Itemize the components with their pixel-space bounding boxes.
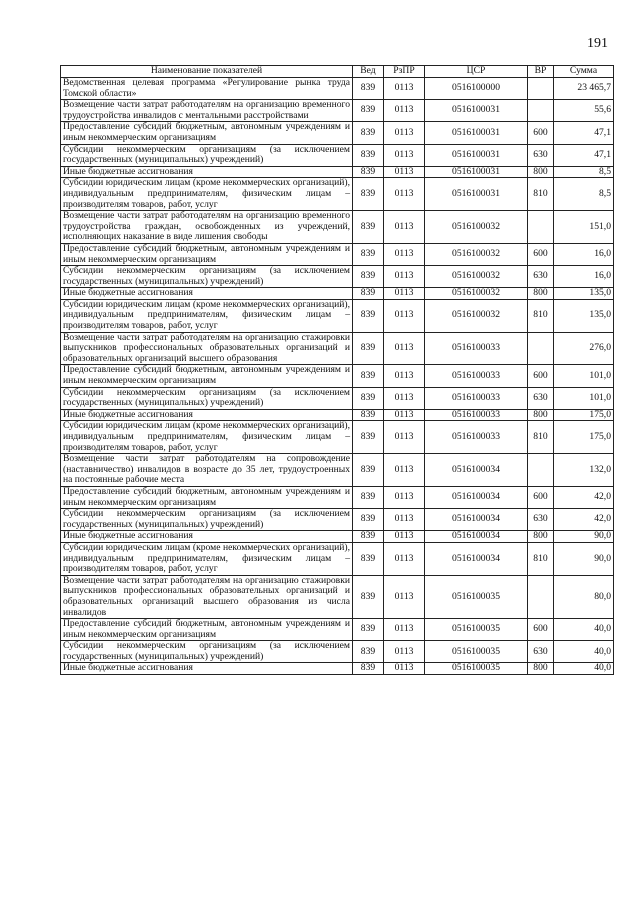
cell-vr: 630: [528, 266, 554, 288]
table-row: [61, 178, 614, 211]
cell-sum: 276,0: [554, 332, 614, 365]
cell-name: Иные бюджетные ассигнования: [61, 166, 353, 178]
table-row: [61, 509, 614, 531]
cell-rzpr: 0113: [384, 178, 425, 211]
cell-vr: [528, 332, 554, 365]
cell-vr: 810: [528, 178, 554, 211]
table-row: [61, 663, 614, 675]
header-csr: ЦСР: [425, 66, 528, 78]
cell-sum: 55,6: [554, 100, 614, 122]
cell-ved: 839: [353, 542, 384, 575]
cell-vr: 800: [528, 166, 554, 178]
cell-sum: 135,0: [554, 299, 614, 332]
cell-sum: 101,0: [554, 387, 614, 409]
table-row: [61, 332, 614, 365]
cell-rzpr: 0113: [384, 332, 425, 365]
cell-ved: 839: [353, 299, 384, 332]
cell-ved: 839: [353, 409, 384, 421]
table-row: [61, 575, 614, 618]
cell-vr: [528, 100, 554, 122]
cell-sum: 40,0: [554, 641, 614, 663]
cell-vr: 600: [528, 486, 554, 508]
cell-csr: 0516100031: [425, 100, 528, 122]
table-row: [61, 78, 614, 100]
cell-csr: 0516100035: [425, 619, 528, 641]
cell-name: Субсидии некоммерческим организациям (за исключением государственных (муниципальных) учреждений): [61, 509, 353, 531]
cell-sum: 16,0: [554, 266, 614, 288]
cell-ved: 839: [353, 531, 384, 543]
cell-name: Субсидии юридическим лицам (кроме некоммерческих организаций), индивидуальным предпринимателям, физическим лицам – производителям товаров, работ, услуг: [61, 421, 353, 454]
cell-vr: 800: [528, 531, 554, 543]
cell-ved: 839: [353, 100, 384, 122]
cell-ved: 839: [353, 486, 384, 508]
cell-vr: 630: [528, 387, 554, 409]
cell-vr: 810: [528, 299, 554, 332]
cell-vr: 630: [528, 641, 554, 663]
cell-vr: 800: [528, 663, 554, 675]
cell-sum: 16,0: [554, 243, 614, 265]
cell-csr: 0516100031: [425, 178, 528, 211]
cell-sum: 23 465,7: [554, 78, 614, 100]
cell-rzpr: 0113: [384, 531, 425, 543]
cell-ved: 839: [353, 575, 384, 618]
cell-sum: 42,0: [554, 486, 614, 508]
cell-csr: 0516100032: [425, 288, 528, 300]
cell-ved: 839: [353, 288, 384, 300]
cell-csr: 0516100035: [425, 575, 528, 618]
table-row: [61, 531, 614, 543]
table-row: [61, 387, 614, 409]
cell-vr: 800: [528, 288, 554, 300]
table-row: [61, 454, 614, 487]
cell-name: Субсидии некоммерческим организациям (за исключением государственных (муниципальных) учреждений): [61, 266, 353, 288]
cell-vr: 600: [528, 365, 554, 387]
cell-name: Субсидии юридическим лицам (кроме некоммерческих организаций), индивидуальным предпринимателям, физическим лицам – производителям товаров, работ, услуг: [61, 178, 353, 211]
cell-csr: 0516100032: [425, 243, 528, 265]
table-row: [61, 266, 614, 288]
cell-sum: 151,0: [554, 211, 614, 244]
table-row: [61, 122, 614, 144]
table-body: [61, 78, 614, 675]
table-header-row: [61, 66, 614, 78]
cell-ved: 839: [353, 387, 384, 409]
cell-name: Субсидии некоммерческим организациям (за исключением государственных (муниципальных) учреждений): [61, 387, 353, 409]
page-number: 191: [587, 36, 608, 51]
cell-vr: 630: [528, 144, 554, 166]
cell-csr: 0516100031: [425, 144, 528, 166]
cell-sum: 8,5: [554, 166, 614, 178]
table-row: [61, 288, 614, 300]
cell-rzpr: 0113: [384, 619, 425, 641]
table-row: [61, 365, 614, 387]
header-sum: Сумма: [554, 66, 614, 78]
cell-rzpr: 0113: [384, 288, 425, 300]
cell-sum: 90,0: [554, 542, 614, 575]
cell-name: Субсидии юридическим лицам (кроме некоммерческих организаций), индивидуальным предпринимателям, физическим лицам – производителям товаров, работ, услуг: [61, 299, 353, 332]
table-row: [61, 100, 614, 122]
cell-name: Возмещение части затрат работодателям на организацию стажировки выпускников профессиональных образовательных организаций и образовательных организаций высшего образования: [61, 332, 353, 365]
cell-rzpr: 0113: [384, 122, 425, 144]
cell-ved: 839: [353, 78, 384, 100]
cell-csr: 0516100032: [425, 266, 528, 288]
cell-rzpr: 0113: [384, 454, 425, 487]
header-rzpr: РзПР: [384, 66, 425, 78]
cell-vr: 630: [528, 509, 554, 531]
table-row: [61, 641, 614, 663]
table-row: [61, 211, 614, 244]
cell-rzpr: 0113: [384, 166, 425, 178]
cell-sum: 101,0: [554, 365, 614, 387]
cell-ved: 839: [353, 243, 384, 265]
cell-csr: 0516100034: [425, 509, 528, 531]
cell-name: Иные бюджетные ассигнования: [61, 409, 353, 421]
cell-rzpr: 0113: [384, 100, 425, 122]
cell-sum: 47,1: [554, 122, 614, 144]
table-row: [61, 409, 614, 421]
cell-ved: 839: [353, 266, 384, 288]
cell-rzpr: 0113: [384, 542, 425, 575]
cell-sum: 132,0: [554, 454, 614, 487]
cell-rzpr: 0113: [384, 299, 425, 332]
table-row: [61, 421, 614, 454]
cell-name: Иные бюджетные ассигнования: [61, 663, 353, 675]
cell-ved: 839: [353, 178, 384, 211]
cell-name: Возмещение части затрат работодателям на организацию временного трудоустройства инвалидов с ментальными расстройствами: [61, 100, 353, 122]
cell-sum: 40,0: [554, 663, 614, 675]
cell-sum: 175,0: [554, 409, 614, 421]
cell-csr: 0516100032: [425, 299, 528, 332]
cell-ved: 839: [353, 454, 384, 487]
cell-csr: 0516100000: [425, 78, 528, 100]
cell-vr: [528, 211, 554, 244]
cell-name: Субсидии некоммерческим организациям (за исключением государственных (муниципальных) учреждений): [61, 144, 353, 166]
cell-ved: 839: [353, 421, 384, 454]
cell-csr: 0516100033: [425, 409, 528, 421]
cell-vr: [528, 78, 554, 100]
cell-vr: 810: [528, 542, 554, 575]
cell-vr: 800: [528, 409, 554, 421]
cell-sum: 80,0: [554, 575, 614, 618]
cell-sum: 90,0: [554, 531, 614, 543]
cell-csr: 0516100034: [425, 486, 528, 508]
cell-csr: 0516100033: [425, 332, 528, 365]
cell-name: Субсидии некоммерческим организациям (за исключением государственных (муниципальных) учреждений): [61, 641, 353, 663]
cell-rzpr: 0113: [384, 266, 425, 288]
table-row: [61, 299, 614, 332]
cell-rzpr: 0113: [384, 78, 425, 100]
cell-sum: 8,5: [554, 178, 614, 211]
cell-csr: 0516100033: [425, 365, 528, 387]
cell-csr: 0516100032: [425, 211, 528, 244]
cell-name: Субсидии юридическим лицам (кроме некоммерческих организаций), индивидуальным предпринимателям, физическим лицам – производителям товаров, работ, услуг: [61, 542, 353, 575]
cell-sum: 135,0: [554, 288, 614, 300]
cell-name: Возмещение части затрат работодателям на организацию временного трудоустройства граждан, освобожденных из учреждений, исполняющих наказание в виде лишения свободы: [61, 211, 353, 244]
cell-vr: 600: [528, 619, 554, 641]
table-row: [61, 619, 614, 641]
cell-ved: 839: [353, 663, 384, 675]
cell-ved: 839: [353, 619, 384, 641]
cell-rzpr: 0113: [384, 641, 425, 663]
cell-vr: 600: [528, 122, 554, 144]
cell-rzpr: 0113: [384, 575, 425, 618]
header-vr: ВР: [528, 66, 554, 78]
cell-csr: 0516100034: [425, 531, 528, 543]
cell-csr: 0516100033: [425, 421, 528, 454]
cell-name: Предоставление субсидий бюджетным, автономным учреждениям и иным некоммерческим организациям: [61, 243, 353, 265]
cell-csr: 0516100031: [425, 166, 528, 178]
cell-ved: 839: [353, 509, 384, 531]
table-row: [61, 486, 614, 508]
cell-vr: 810: [528, 421, 554, 454]
cell-name: Ведомственная целевая программа «Регулирование рынка труда Томской области»: [61, 78, 353, 100]
cell-rzpr: 0113: [384, 243, 425, 265]
cell-sum: 175,0: [554, 421, 614, 454]
cell-rzpr: 0113: [384, 365, 425, 387]
header-name: Наименование показателей: [61, 66, 353, 78]
cell-rzpr: 0113: [384, 663, 425, 675]
cell-sum: 40,0: [554, 619, 614, 641]
table-row: [61, 144, 614, 166]
cell-vr: 600: [528, 243, 554, 265]
cell-ved: 839: [353, 332, 384, 365]
cell-vr: [528, 454, 554, 487]
cell-rzpr: 0113: [384, 387, 425, 409]
cell-rzpr: 0113: [384, 509, 425, 531]
cell-sum: 42,0: [554, 509, 614, 531]
cell-name: Предоставление субсидий бюджетным, автономным учреждениям и иным некоммерческим организациям: [61, 122, 353, 144]
cell-vr: [528, 575, 554, 618]
cell-ved: 839: [353, 166, 384, 178]
cell-name: Предоставление субсидий бюджетным, автономным учреждениям и иным некоммерческим организациям: [61, 365, 353, 387]
table-row: [61, 243, 614, 265]
cell-csr: 0516100033: [425, 387, 528, 409]
cell-rzpr: 0113: [384, 486, 425, 508]
cell-name: Предоставление субсидий бюджетным, автономным учреждениям и иным некоммерческим организациям: [61, 619, 353, 641]
cell-rzpr: 0113: [384, 144, 425, 166]
cell-ved: 839: [353, 144, 384, 166]
cell-sum: 47,1: [554, 144, 614, 166]
cell-name: Иные бюджетные ассигнования: [61, 531, 353, 543]
cell-csr: 0516100034: [425, 542, 528, 575]
cell-csr: 0516100035: [425, 641, 528, 663]
cell-rzpr: 0113: [384, 211, 425, 244]
cell-ved: 839: [353, 365, 384, 387]
cell-csr: 0516100034: [425, 454, 528, 487]
cell-name: Возмещение части затрат работодателям на организацию стажировки выпускников профессиональных образовательных организаций и образовательных организаций высшего образования из числа инвалидов: [61, 575, 353, 618]
budget-table: [60, 65, 614, 675]
cell-name: Возмещение части затрат работодателям на сопровождение (наставничество) инвалидов в возрасте до 35 лет, трудоустроенных на постоянные рабочие места: [61, 454, 353, 487]
cell-rzpr: 0113: [384, 409, 425, 421]
table-row: [61, 542, 614, 575]
cell-csr: 0516100031: [425, 122, 528, 144]
cell-ved: 839: [353, 641, 384, 663]
cell-name: Иные бюджетные ассигнования: [61, 288, 353, 300]
cell-csr: 0516100035: [425, 663, 528, 675]
cell-name: Предоставление субсидий бюджетным, автономным учреждениям и иным некоммерческим организациям: [61, 486, 353, 508]
table-row: [61, 166, 614, 178]
header-ved: Вед: [353, 66, 384, 78]
cell-ved: 839: [353, 211, 384, 244]
cell-ved: 839: [353, 122, 384, 144]
cell-rzpr: 0113: [384, 421, 425, 454]
